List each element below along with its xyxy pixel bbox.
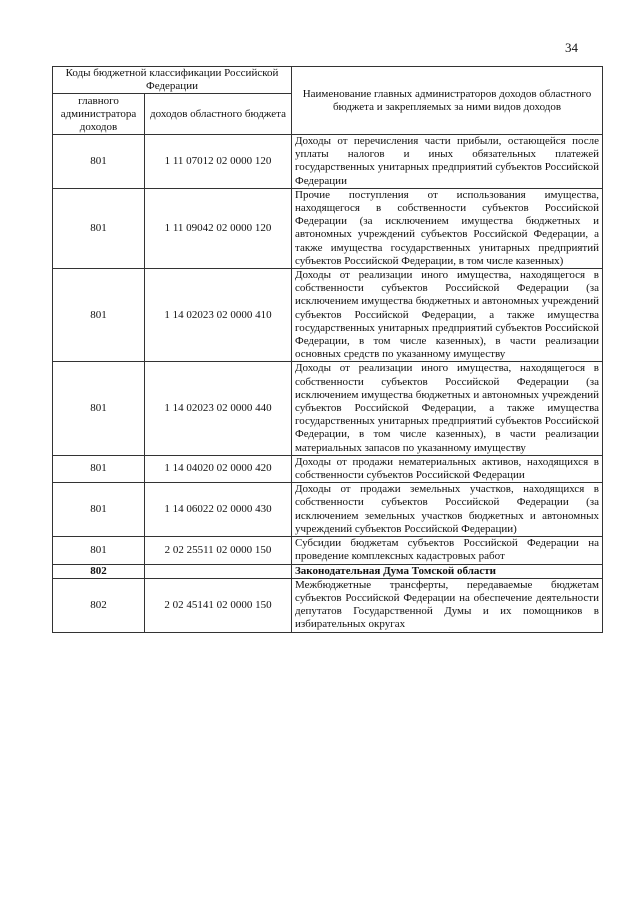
income-name-cell: Доходы от продажи земельных участков, находящихся в собственности субъектов Российской Федерации (за исключением земельных участков бюджетных и автономных учреждений субъектов Российской Федерации): [292, 483, 603, 537]
admin-code-cell: 801: [53, 537, 145, 564]
table-row: [53, 483, 603, 537]
table-row: [53, 362, 603, 455]
income-name-cell: Доходы от реализации иного имущества, находящегося в собственности субъектов Российской Федерации (за исключением имущества бюджетных и автономных учреждений субъектов Российской Федерации, а также имущества государственных унитарных предприятий субъектов Российской Федерации, в том числе казенных), в части реализации основных средств по указанному имуществу: [292, 269, 603, 362]
income-name-cell: Доходы от перечисления части прибыли, остающейся после уплаты налогов и иных обязательных платежей государственных унитарных предприятий субъектов Российской Федерации: [292, 135, 603, 189]
income-name-cell: Доходы от продажи нематериальных активов, находящихся в собственности субъектов Российской Федерации: [292, 455, 603, 482]
income-code-cell: 1 14 02023 02 0000 440: [145, 362, 292, 455]
income-name-cell: Прочие поступления от использования имущества, находящегося в собственности субъектов Российской Федерации (за исключением имущества бюджетных и автономных учреждений субъектов Российской Федерации, а также имущества государственных унитарных предприятий субъектов Российской Федерации, в том числе казенных): [292, 188, 603, 268]
admin-code-cell: 802: [53, 564, 145, 578]
table-body: [53, 135, 603, 633]
budget-classification-table: [52, 66, 603, 633]
admin-code-cell: 801: [53, 483, 145, 537]
admin-code-cell: 802: [53, 578, 145, 632]
table-row: [53, 578, 603, 632]
admin-code-cell: 801: [53, 455, 145, 482]
header-income-code: доходов областного бюджета: [145, 94, 292, 135]
income-name-cell: Субсидии бюджетам субъектов Российской Федерации на проведение комплексных кадастровых работ: [292, 537, 603, 564]
admin-code-cell: 801: [53, 135, 145, 189]
income-code-cell: [145, 564, 292, 578]
income-code-cell: 1 11 09042 02 0000 120: [145, 188, 292, 268]
income-name-cell: Межбюджетные трансферты, передаваемые бюджетам субъектов Российской Федерации на обеспечение деятельности депутатов Государственной Думы и их помощников в избирательных округах: [292, 578, 603, 632]
table-section-row: [53, 564, 603, 578]
page-number: 34: [565, 40, 578, 55]
table-row: [53, 269, 603, 362]
income-code-cell: 1 14 06022 02 0000 430: [145, 483, 292, 537]
income-code-cell: 1 14 02023 02 0000 410: [145, 269, 292, 362]
header-admin-code: главного администратора доходов: [53, 94, 145, 135]
income-code-cell: 2 02 25511 02 0000 150: [145, 537, 292, 564]
table-row: [53, 455, 603, 482]
admin-code-cell: 801: [53, 269, 145, 362]
income-code-cell: 2 02 45141 02 0000 150: [145, 578, 292, 632]
table-row: [53, 537, 603, 564]
income-name-cell: Доходы от реализации иного имущества, находящегося в собственности субъектов Российской Федерации (за исключением имущества бюджетных и автономных учреждений субъектов Российской Федерации, а также имущества государственных унитарных предприятий субъектов Российской Федерации, в том числе казенных), в части реализации материальных запасов по указанному имуществу: [292, 362, 603, 455]
income-code-cell: 1 14 04020 02 0000 420: [145, 455, 292, 482]
table-header: [53, 67, 603, 135]
income-name-cell: Законодательная Дума Томской области: [292, 564, 603, 578]
admin-code-cell: 801: [53, 188, 145, 268]
table-row: [53, 188, 603, 268]
header-name: Наименование главных администраторов доходов областного бюджета и закрепляемых за ними видов доходов: [292, 67, 603, 135]
table-row: [53, 135, 603, 189]
admin-code-cell: 801: [53, 362, 145, 455]
header-codes-group: Коды бюджетной классификации Российской Федерации: [53, 67, 292, 94]
income-code-cell: 1 11 07012 02 0000 120: [145, 135, 292, 189]
